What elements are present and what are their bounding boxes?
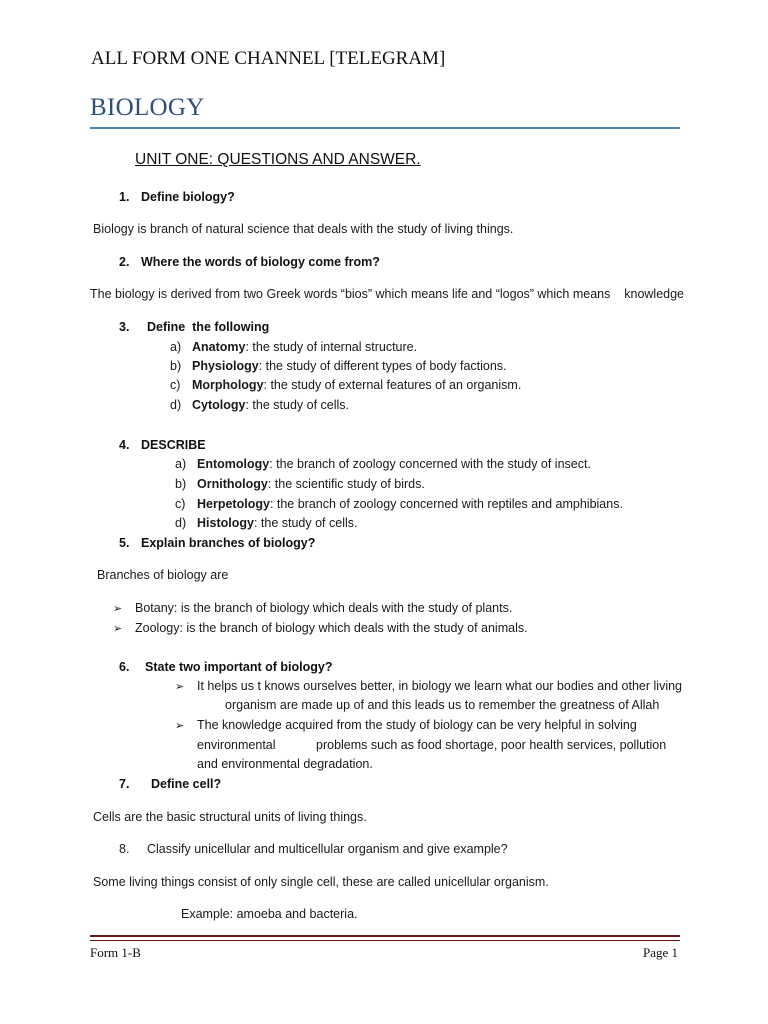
bullet-continuation: environmental xyxy=(197,738,276,752)
answer-2: The biology is derived from two Greek words “bios” which means life and “logos” which means knowledge xyxy=(90,287,685,301)
item-definition: : the study of internal structure. xyxy=(245,340,418,354)
bullet-item xyxy=(113,601,512,615)
item-term: Cytology xyxy=(192,398,246,412)
item-letter: d) xyxy=(170,398,182,412)
description-item xyxy=(175,497,623,511)
arrow-bullet-icon: ➢ xyxy=(175,720,185,732)
bullet-text: It helps us t knows ourselves better, in biology we learn what our bodies and other living xyxy=(197,679,682,693)
item-term: Entomology xyxy=(197,457,270,471)
arrow-bullet-icon: ➢ xyxy=(113,623,123,635)
question-text: State two important of biology? xyxy=(145,660,333,674)
question-7 xyxy=(119,777,221,791)
question-text: Define biology? xyxy=(141,190,235,204)
question-text: Define cell? xyxy=(151,777,222,791)
question-number: 7. xyxy=(119,777,130,791)
question-1 xyxy=(119,190,235,204)
item-definition: : the study of different types of body factions. xyxy=(258,359,507,373)
example-line: Example: amoeba and bacteria. xyxy=(181,907,358,921)
unit-title: UNIT ONE: QUESTIONS AND ANSWER. xyxy=(135,151,421,168)
item-term: Physiology xyxy=(192,359,259,373)
question-number: 1. xyxy=(119,190,130,204)
item-letter: a) xyxy=(170,340,182,354)
item-letter: c) xyxy=(175,497,186,511)
branches-intro: Branches of biology are xyxy=(97,568,229,582)
question-8 xyxy=(119,842,508,856)
answer-1: Biology is branch of natural science that deals with the study of living things. xyxy=(93,222,514,236)
question-3 xyxy=(119,320,269,334)
question-text: Explain branches of biology? xyxy=(141,536,316,550)
question-5 xyxy=(119,536,315,550)
bullet-continuation: problems such as food shortage, poor health services, pollution xyxy=(316,738,667,752)
question-number: 6. xyxy=(119,660,130,674)
definition-item xyxy=(170,378,521,392)
item-letter: b) xyxy=(175,477,187,491)
item-term: Anatomy xyxy=(192,340,246,354)
footer-page-number: Page 1 xyxy=(642,945,678,960)
bullet-continuation: organism are made up of and this leads us to remember the greatness of Allah xyxy=(225,698,660,712)
subject-title: BIOLOGY xyxy=(90,94,205,121)
description-item xyxy=(175,457,591,471)
question-text: Classify unicellular and multicellular organism and give example? xyxy=(147,842,508,856)
channel-header: ALL FORM ONE CHANNEL [TELEGRAM] xyxy=(91,48,446,69)
item-definition: : the branch of zoology concerned with reptiles and amphibians. xyxy=(269,497,623,511)
definition-item xyxy=(170,340,417,354)
question-number: 8. xyxy=(119,842,130,856)
item-term: Herpetology xyxy=(197,497,270,511)
bullet-item xyxy=(175,679,682,693)
footer-rule-thin xyxy=(90,940,680,941)
answer-8: Some living things consist of only single cell, these are called unicellular organism. xyxy=(93,875,549,889)
item-definition: : the study of external features of an organism. xyxy=(263,378,522,392)
item-letter: b) xyxy=(170,359,182,373)
bullet-text: Botany: is the branch of biology which deals with the study of plants. xyxy=(135,601,513,615)
question-4 xyxy=(119,438,206,452)
question-number: 5. xyxy=(119,536,130,550)
item-letter: c) xyxy=(170,378,181,392)
item-definition: : the branch of zoology concerned with the study of insect. xyxy=(269,457,591,471)
question-text: DESCRIBE xyxy=(141,438,206,452)
item-term: Morphology xyxy=(192,378,264,392)
item-definition: : the study of cells. xyxy=(253,516,358,530)
answer-7: Cells are the basic structural units of living things. xyxy=(93,810,367,824)
definition-item xyxy=(170,359,507,373)
bullet-text: Zoology: is the branch of biology which deals with the study of animals. xyxy=(135,621,528,635)
description-item xyxy=(175,516,357,530)
bullet-text: The knowledge acquired from the study of biology can be very helpful in solving xyxy=(197,718,637,732)
item-definition: : the study of cells. xyxy=(245,398,350,412)
definition-item xyxy=(170,398,349,412)
bullet-item xyxy=(175,718,637,732)
question-2 xyxy=(119,255,380,269)
item-definition: : the scientific study of birds. xyxy=(267,477,425,491)
arrow-bullet-icon: ➢ xyxy=(175,681,185,693)
bullet-continuation: and environmental degradation. xyxy=(197,757,373,771)
question-number: 4. xyxy=(119,438,130,452)
description-item xyxy=(175,477,425,491)
question-number: 2. xyxy=(119,255,130,269)
item-letter: a) xyxy=(175,457,187,471)
item-term: Ornithology xyxy=(197,477,268,491)
item-term: Histology xyxy=(197,516,254,530)
footer-form: Form 1-B xyxy=(90,945,141,960)
question-text: Where the words of biology come from? xyxy=(141,255,380,269)
bullet-item xyxy=(113,621,528,635)
title-rule xyxy=(90,127,680,129)
arrow-bullet-icon: ➢ xyxy=(113,603,123,615)
question-number: 3. xyxy=(119,320,130,334)
question-text: Define the following xyxy=(147,320,270,334)
question-6 xyxy=(119,660,333,674)
footer-rule xyxy=(90,935,680,937)
item-letter: d) xyxy=(175,516,187,530)
